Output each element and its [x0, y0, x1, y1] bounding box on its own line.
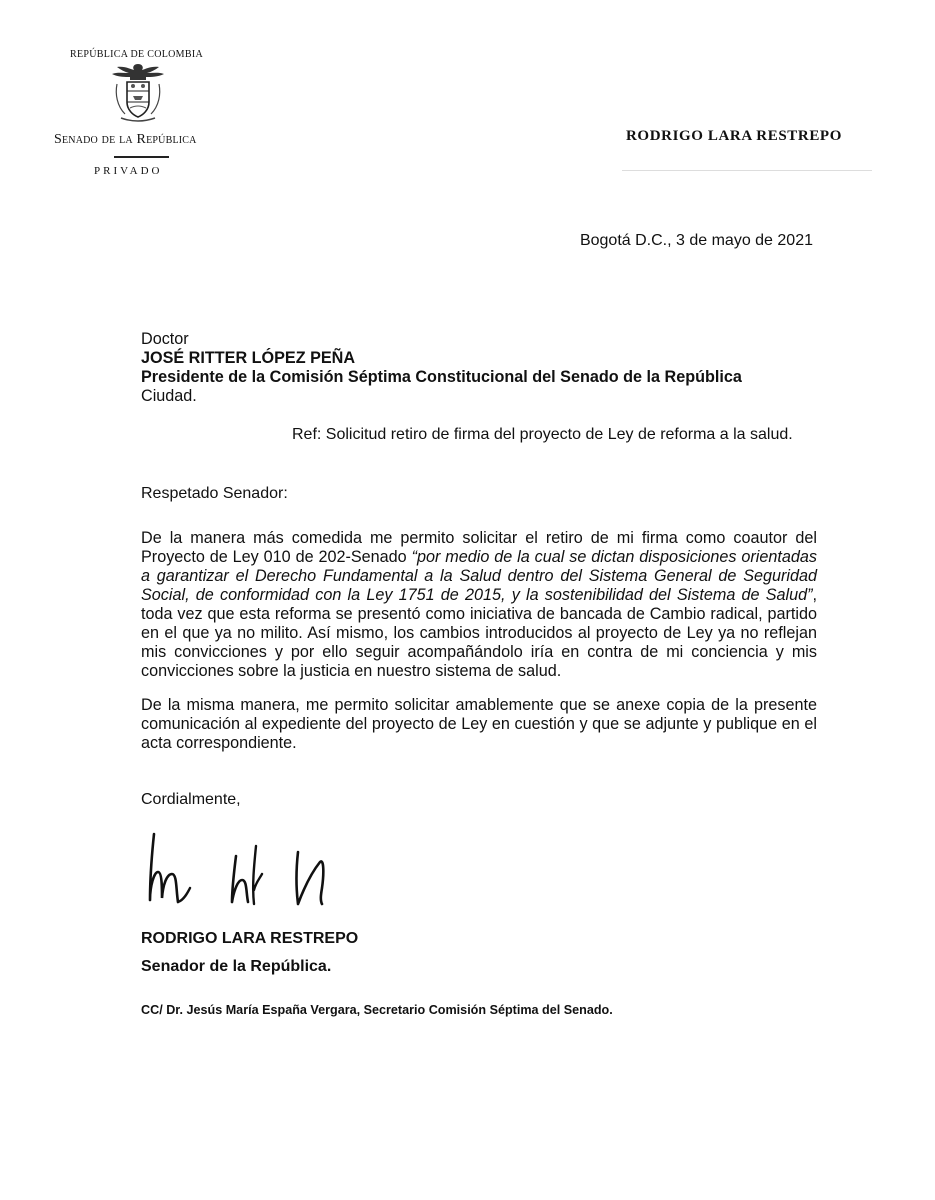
greeting: Respetado Senador:: [141, 485, 288, 502]
signer-title: Senador de la República.: [141, 958, 332, 975]
letterhead-country: REPÚBLICA DE COLOMBIA: [70, 49, 203, 60]
recipient-salutation-title: Doctor: [141, 330, 189, 348]
reference-line: Ref: Solicitud retiro de firma del proyecto de Ley de reforma a la salud.: [292, 426, 793, 443]
handwritten-signature: [138, 828, 388, 918]
recipient-name: JOSÉ RITTER LÓPEZ PEÑA: [141, 349, 356, 367]
cc-line: CC/ Dr. Jesús María España Vergara, Secretario Comisión Séptima del Senado.: [141, 1003, 613, 1017]
recipient-city: Ciudad.: [141, 387, 197, 405]
paragraph-1: [141, 529, 817, 681]
recipient-block: [141, 330, 742, 406]
letterhead-office: PRIVADO: [94, 165, 163, 177]
coat-of-arms-icon: [103, 58, 173, 128]
date-line: Bogotá D.C., 3 de mayo de 2021: [579, 232, 813, 249]
paragraph-2: De la misma manera, me permito solicitar amablemente que se anexe copia de la presente comunicación al expediente del proyecto de Ley en cuestión y que se adjunte y publique en el acta correspondiente.: [141, 696, 817, 752]
paragraph-1-lead: De la manera más comedida me permito solicitar el retiro de mi firma como coautor del Proyecto de Ley 010 de 202-Senado: [141, 529, 817, 566]
letterhead-divider: [114, 156, 169, 158]
paragraph-1-rest: , toda vez que esta reforma se presentó como iniciativa de bancada de Cambio radical, partido en el que ya no milito. Así mismo, los cambios introducidos al proyecto de Ley ya no reflejan mis convicciones y por ello seguir acompañándolo iría en contra de mi conciencia y mis convicciones sobre la justicia en nuestro sistema de salud.: [141, 586, 817, 680]
closing: Cordialmente,: [141, 791, 241, 808]
letterhead-institution: Senado de la República: [54, 132, 197, 147]
signer-name: RODRIGO LARA RESTREPO: [141, 930, 359, 947]
recipient-position: Presidente de la Comisión Séptima Constitucional del Senado de la República: [141, 368, 742, 386]
header-divider: [622, 170, 872, 171]
bill-title: “por medio de la cual se dictan disposiciones orientadas a garantizar el Derecho Fundamental a la Salud dentro del Sistema General de Seguridad Social, de conformidad con la Ley 1751 de 2015, y la sostenibilidad del Sistema de Salud”: [141, 548, 817, 604]
sender-header: RODRIGO LARA RESTREPO: [626, 128, 842, 144]
